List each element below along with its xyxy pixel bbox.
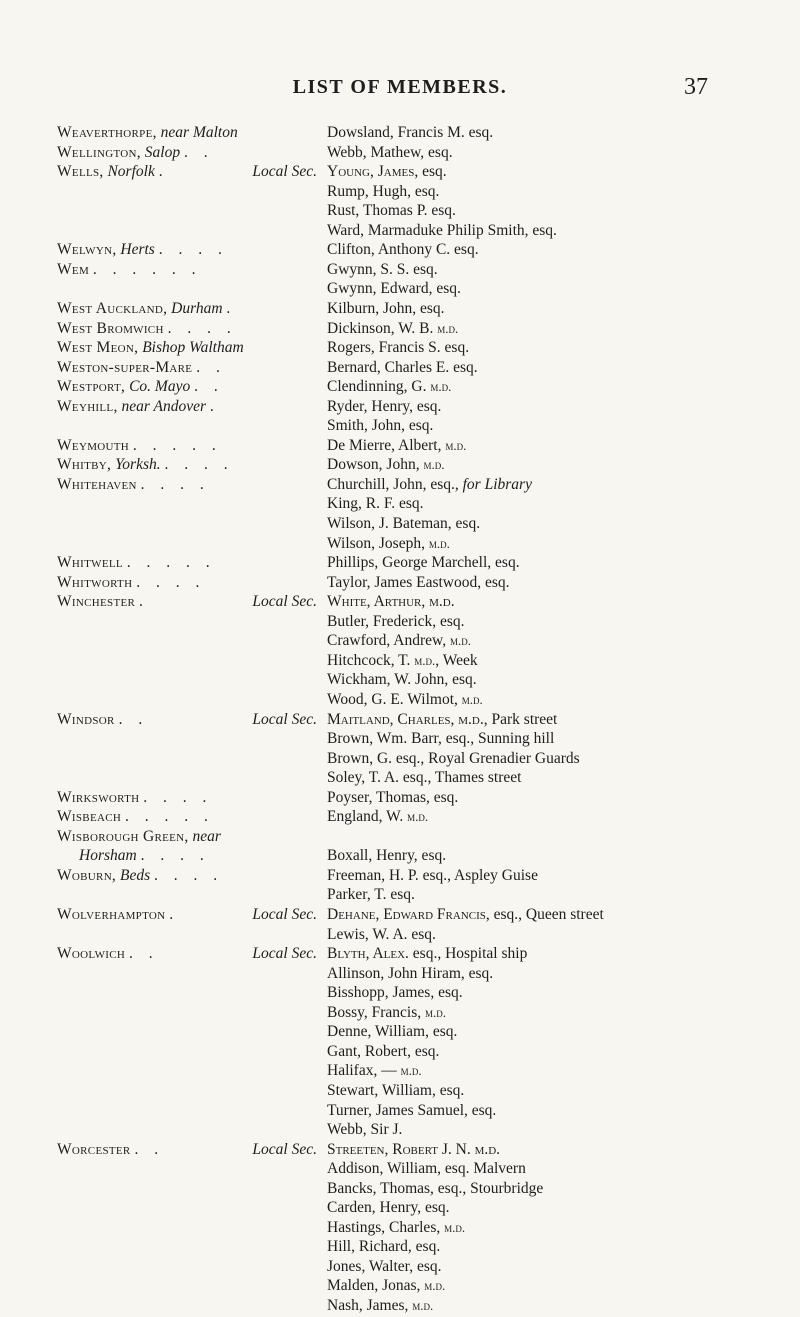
town-name: Windsor — [57, 710, 115, 728]
member-name: Wood, G. E. Wilmot, m.d. — [327, 690, 483, 708]
member-name: Denne, William, esq. — [327, 1023, 458, 1041]
town-name: West Meon, — [57, 339, 139, 357]
member-name: White, Arthur, m.d. — [327, 593, 455, 611]
member-name: Bernard, Charles E. esq. — [327, 358, 478, 376]
town-locality: near — [192, 827, 221, 845]
member-name: Soley, T. A. esq., Thames street — [327, 769, 522, 787]
town-name: Woburn, — [57, 866, 117, 884]
member-name: Kilburn, John, esq. — [327, 299, 445, 317]
page-number: 37 — [684, 74, 708, 100]
town-name: Wellington, — [57, 143, 141, 161]
member-name: Gwynn, S. S. esq. — [327, 260, 438, 278]
member-name: Boxall, Henry, esq. — [327, 847, 447, 865]
member-name: Gwynn, Edward, esq. — [327, 280, 461, 298]
town-name: Whitehaven — [57, 475, 137, 493]
town-name: Wisborough Green, — [57, 827, 189, 845]
town-locality: Herts — [120, 241, 155, 259]
member-name: Wilson, Joseph, m.d. — [327, 534, 450, 552]
member-name: England, W. m.d. — [327, 808, 429, 826]
list-item — [0, 1295, 800, 1317]
member-name: Bisshopp, James, esq. — [327, 984, 463, 1002]
page-title: LIST OF MEMBERS. — [292, 76, 508, 98]
town-name: Wem — [57, 260, 90, 278]
leader-dots: . . — [194, 378, 224, 396]
member-name: Dehane, Edward Francis, esq., Queen street — [327, 906, 604, 923]
town-locality: Salop — [144, 143, 181, 161]
town-name: Whitwell — [57, 554, 123, 572]
leader-dots: . — [226, 299, 237, 317]
member-name: King, R. F. esq. — [327, 495, 424, 513]
town-name: West Bromwich — [57, 319, 164, 337]
member-name: Crawford, Andrew, m.d. — [327, 632, 471, 650]
member-name: Butler, Frederick, esq. — [327, 612, 465, 630]
member-name: Streeten, Robert J. N. m.d. — [327, 1140, 501, 1158]
member-name: Stewart, William, esq. — [327, 1081, 465, 1099]
town-name: Wirksworth — [57, 788, 140, 806]
member-name: Webb, Sir J. — [327, 1121, 403, 1139]
member-name: Hastings, Charles, m.d. — [327, 1218, 466, 1236]
member-name: Gant, Robert, esq. — [327, 1042, 440, 1060]
member-name: Lewis, W. A. esq. — [327, 925, 436, 943]
member-name: Addison, William, esq. Malvern — [327, 1160, 526, 1178]
town-name: Weymouth — [57, 436, 130, 454]
town-name: Winchester — [57, 593, 136, 611]
town-locality: Bishop Waltham — [142, 339, 244, 357]
member-name: Turner, James Samuel, esq. — [327, 1101, 497, 1119]
member-name: Malden, Jonas, m.d. — [327, 1277, 446, 1295]
member-name: Taylor, James Eastwood, esq. — [327, 573, 510, 591]
leader-dots: . — [209, 397, 220, 415]
member-name: Dickinson, W. B. m.d. — [327, 319, 459, 337]
member-name: Jones, Walter, esq. — [327, 1257, 442, 1275]
member-name: Blyth, Alex. esq., Hospital ship — [327, 945, 528, 963]
member-name: Rust, Thomas P. esq. — [327, 202, 456, 220]
leader-dots: . . . . . — [132, 436, 222, 454]
member-name: Rump, Hugh, esq. — [327, 182, 440, 200]
town-locality: near Malton — [160, 124, 238, 141]
leader-dots: . . — [118, 710, 149, 728]
member-name: De Mierre, Albert, m.d. — [327, 436, 467, 454]
town-locality: Norfolk — [107, 163, 155, 181]
town-name: Whitby, — [57, 456, 112, 474]
member-name: Hill, Richard, esq. — [327, 1238, 441, 1256]
town-name: Wisbeach — [57, 808, 122, 826]
town-locality: Durham — [171, 299, 223, 317]
town-name: Woolwich — [57, 945, 126, 963]
leader-dots: . . . . — [154, 866, 224, 884]
member-name: Wickham, W. John, esq. — [327, 671, 477, 689]
leader-dots: . — [139, 593, 149, 611]
member-name: Maitland, Charles, m.d., Park street — [327, 710, 558, 728]
member-name: Brown, Wm. Barr, esq., Sunning hill — [327, 730, 555, 748]
local-secretary-label: Local Sec. — [252, 945, 317, 963]
member-name: Phillips, George Marchell, esq. — [327, 554, 520, 572]
leader-dots: . . . . — [167, 319, 237, 337]
town-name: Wolverhampton — [57, 906, 166, 923]
leader-dots: . . . . — [140, 847, 210, 865]
member-name: Young, James, esq. — [327, 163, 447, 181]
town-name: Weaverthorpe, — [57, 124, 157, 141]
town-locality: Co. Mayo — [129, 378, 191, 396]
leader-dots: . . . . — [158, 241, 228, 259]
member-name: Bossy, Francis, m.d. — [327, 1003, 447, 1021]
member-name: Hitchcock, T. m.d., Week — [327, 651, 478, 669]
local-secretary-label: Local Sec. — [252, 906, 317, 923]
town-locality: near Andover — [121, 397, 207, 415]
leader-dots: . . . . — [140, 475, 210, 493]
leader-dots: . . — [134, 1140, 165, 1158]
leader-dots: . — [169, 906, 180, 923]
leader-dots: . . — [183, 143, 214, 161]
town-name: Worcester — [57, 1140, 131, 1158]
town-name: Weston-super-Mare — [57, 358, 193, 376]
member-name: Ryder, Henry, esq. — [327, 397, 442, 415]
town-name: Westport, — [57, 378, 126, 396]
member-name: Freeman, H. P. esq., Aspley Guise — [327, 866, 538, 884]
member-name: Nash, James, m.d. — [327, 1297, 434, 1314]
leader-dots: . . . . — [164, 456, 234, 474]
member-name: Parker, T. esq. — [327, 886, 415, 904]
member-name: Smith, John, esq. — [327, 417, 434, 435]
local-secretary-label: Local Sec. — [252, 163, 317, 181]
member-name: Dowsland, Francis M. esq. — [327, 124, 494, 141]
leader-dots: . . . . . . — [92, 260, 202, 278]
town-locality: Yorksh. — [115, 456, 161, 474]
town-name: Whitworth — [57, 573, 133, 591]
town-locality: Beds — [120, 866, 151, 884]
town-name: West Auckland, — [57, 299, 168, 317]
leader-dots: . . . . — [143, 788, 213, 806]
member-name: Halifax, — m.d. — [327, 1062, 422, 1080]
local-secretary-label: Local Sec. — [252, 710, 317, 728]
local-secretary-label: Local Sec. — [252, 593, 317, 611]
leader-dots: . . . . . — [126, 554, 216, 572]
member-name: Dowson, John, m.d. — [327, 456, 445, 474]
member-name: Bancks, Thomas, esq., Stourbridge — [327, 1179, 544, 1197]
member-name: Ward, Marmaduke Philip Smith, esq. — [327, 221, 557, 239]
member-name: Webb, Mathew, esq. — [327, 143, 453, 161]
member-name: Clendinning, G. m.d. — [327, 378, 452, 396]
member-name: Churchill, John, esq., for Library — [327, 475, 532, 493]
member-name: Poyser, Thomas, esq. — [327, 788, 459, 806]
leader-dots: . . — [196, 358, 226, 376]
leader-dots: . — [158, 163, 169, 181]
town-name: Wells, — [57, 163, 104, 181]
leader-dots: . . — [129, 945, 159, 963]
member-name: Brown, G. esq., Royal Grenadier Guards — [327, 749, 580, 767]
member-name: Clifton, Anthony C. esq. — [327, 241, 479, 259]
town-name: Weyhill, — [57, 397, 118, 415]
member-name: Carden, Henry, esq. — [327, 1199, 450, 1217]
town-locality: Horsham — [79, 847, 137, 865]
member-name: Allinson, John Hiram, esq. — [327, 964, 494, 982]
town-name: Welwyn, — [57, 241, 117, 259]
leader-dots: . . . . — [136, 573, 206, 591]
member-name: Rogers, Francis S. esq. — [327, 339, 470, 357]
leader-dots: . . . . . — [124, 808, 214, 826]
member-name: Wilson, J. Bateman, esq. — [327, 515, 481, 532]
local-secretary-label: Local Sec. — [252, 1140, 317, 1158]
